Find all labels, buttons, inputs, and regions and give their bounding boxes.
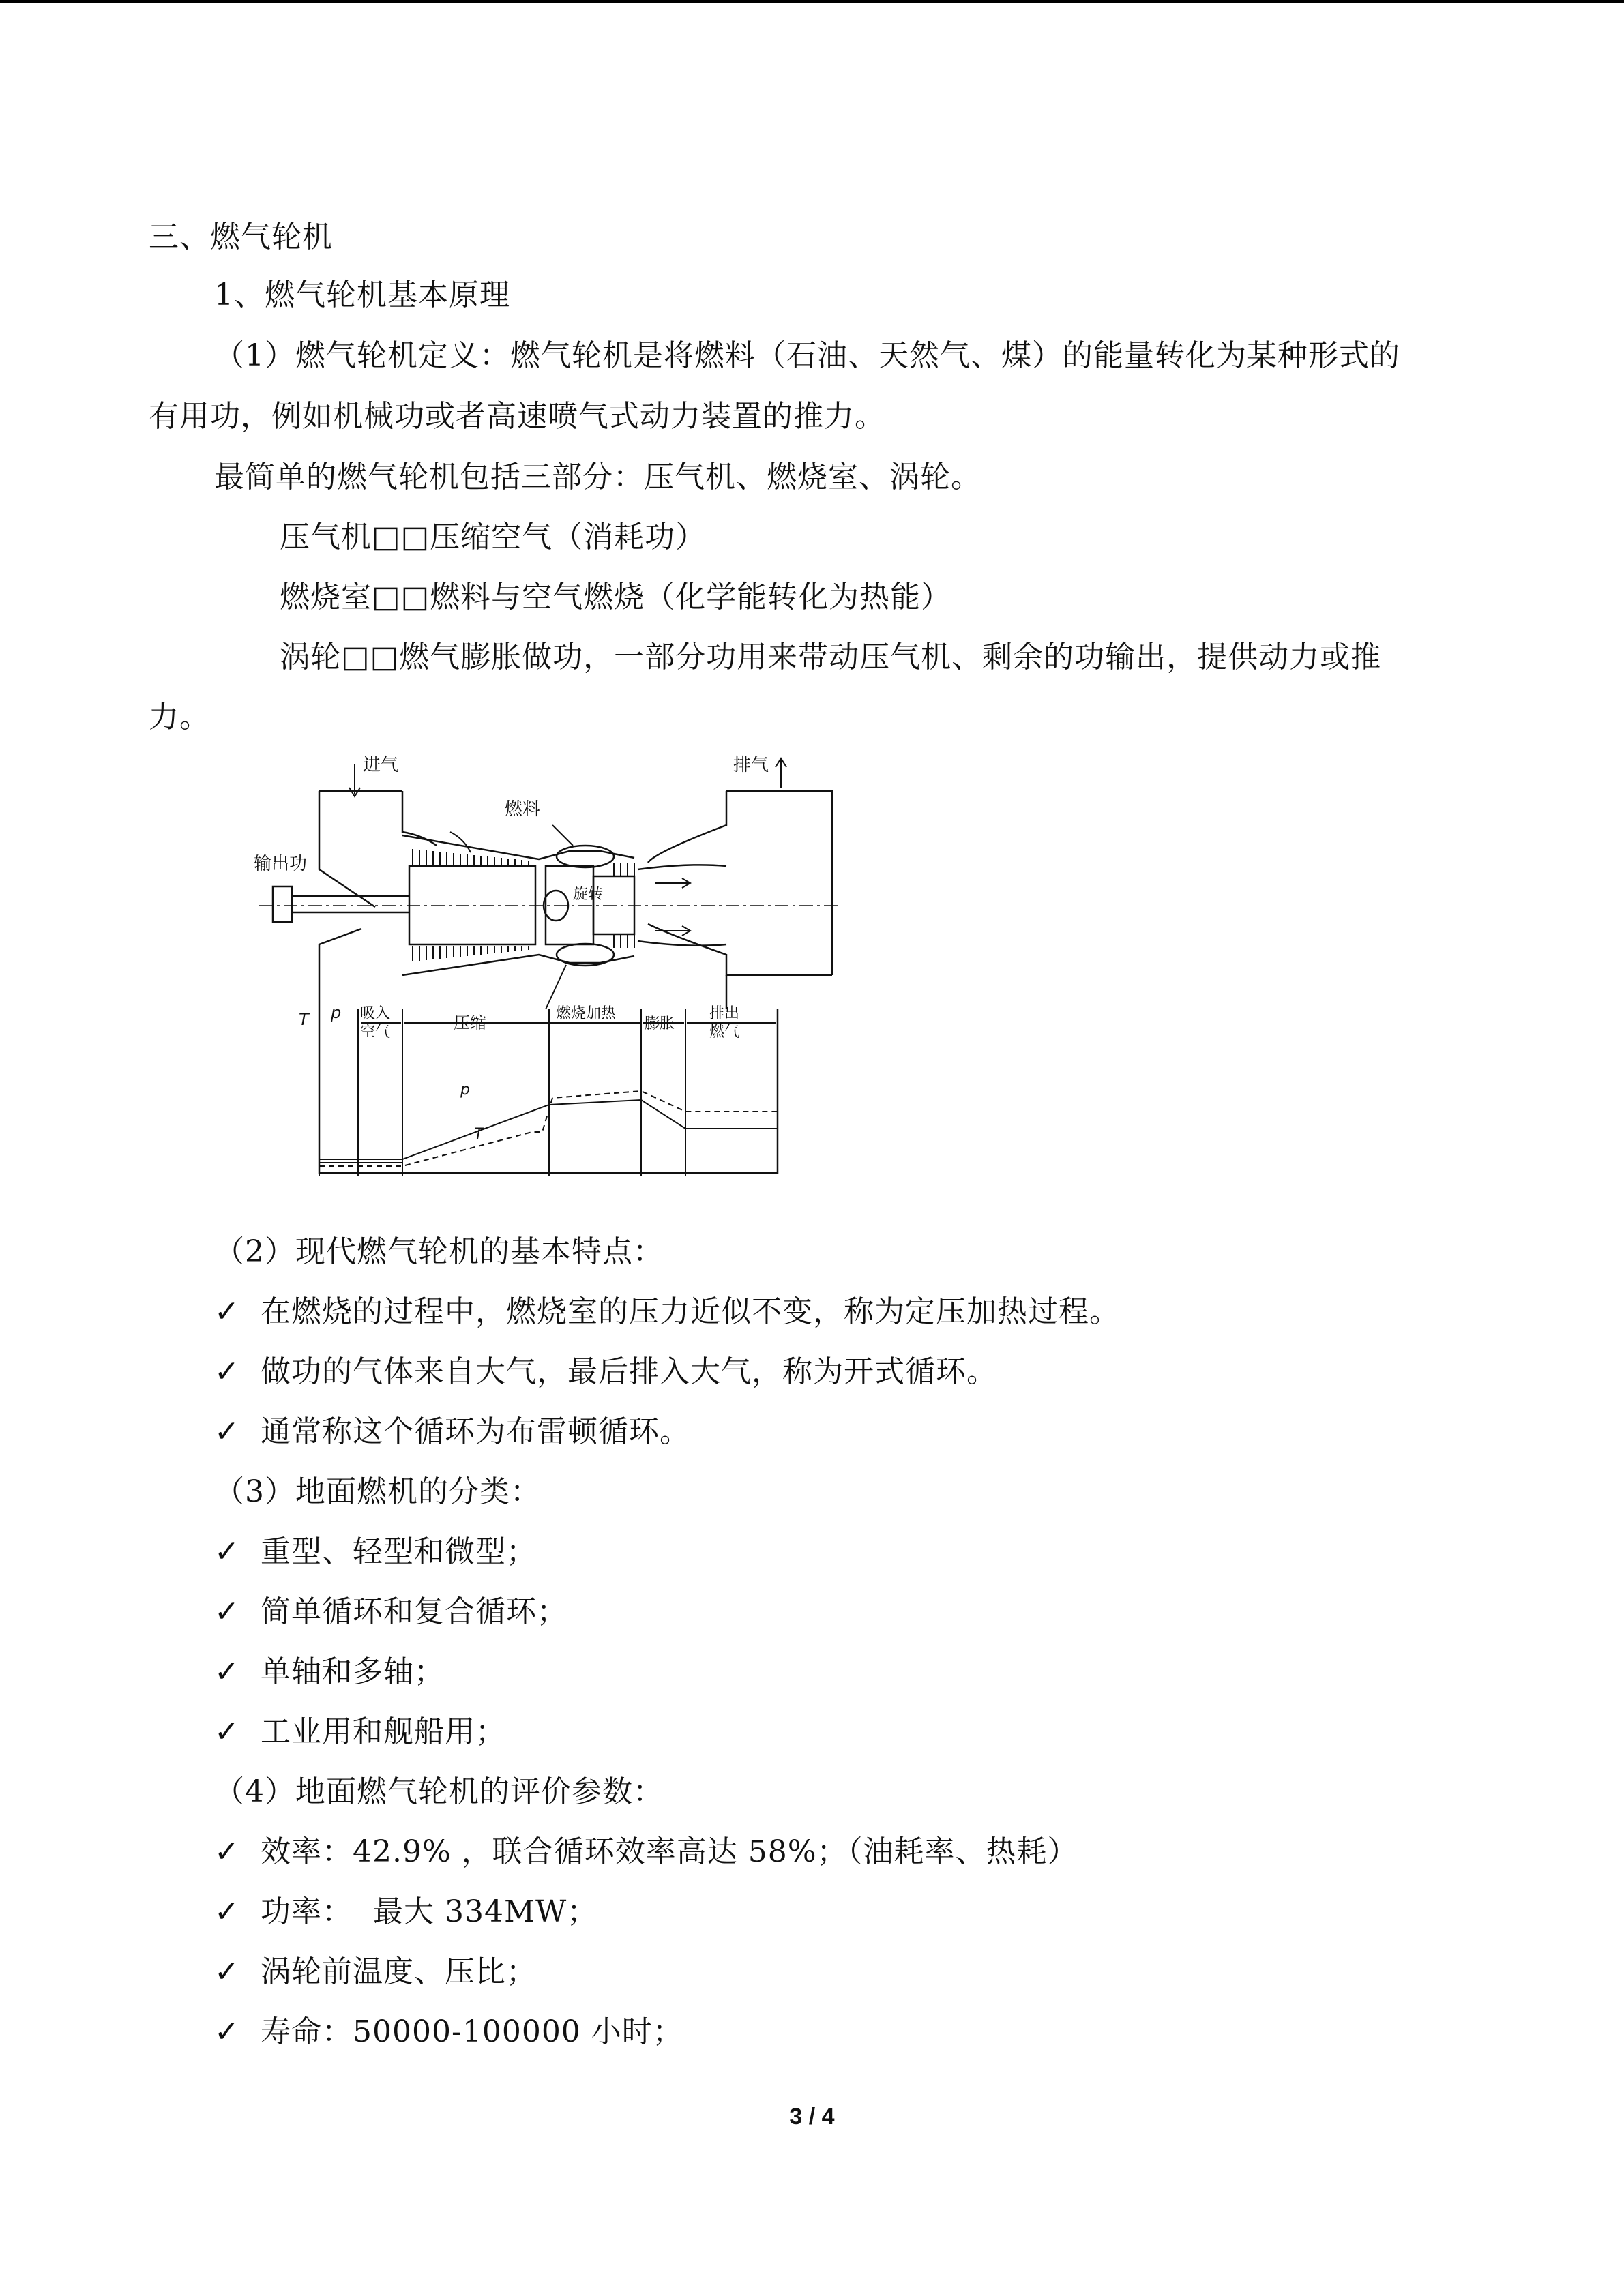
check-icon: ✓ (214, 1354, 240, 1389)
classification-text: 单轴和多轴； (261, 1654, 445, 1689)
classification-text: 重型、轻型和微型； (261, 1534, 537, 1569)
curve-p-label: p (460, 1082, 470, 1099)
component-turbine-cont: 力。 (149, 700, 210, 734)
classification-item (214, 1713, 506, 1751)
check-icon: ✓ (214, 1294, 240, 1329)
params-title: （4）地面燃气轮机的评价参数： (214, 1774, 664, 1809)
check-icon: ✓ (214, 1714, 240, 1749)
check-icon: ✓ (214, 1414, 240, 1449)
stage-compress: 压缩 (454, 1013, 486, 1032)
curve-T-label: T (474, 1126, 484, 1143)
gas-turbine-schematic (246, 750, 846, 1187)
label-intake: 进气 (363, 755, 399, 775)
feature-item (214, 1293, 1120, 1331)
feature-text: 通常称这个循环为布雷顿循环。 (261, 1414, 690, 1449)
definition-line-2: 有用功，例如机械功或者高速喷气式动力装置的推力。 (149, 399, 885, 434)
component-compressor: 压气机□□压缩空气（消耗功） (280, 520, 707, 554)
subsection-title: 1、燃气轮机基本原理 (214, 278, 510, 312)
param-item (214, 1833, 1078, 1871)
feature-text: 做功的气体来自大气，最后排入大气，称为开式循环。 (261, 1354, 997, 1389)
axis-p: p (331, 1003, 342, 1022)
component-turbine: 涡轮□□燃气膨胀做功，一部分功用来带动压气机、剩余的功输出，提供动力或推 (280, 640, 1382, 674)
top-border (0, 0, 1624, 3)
param-text: 涡轮前温度、压比； (261, 1954, 537, 1989)
check-icon: ✓ (214, 1834, 240, 1869)
gas-turbine-diagram (246, 750, 846, 1189)
classification-text: 简单循环和复合循环； (261, 1594, 567, 1629)
classification-item (214, 1653, 445, 1691)
label-rotate: 旋转 (573, 886, 604, 903)
classification-item (214, 1533, 537, 1571)
feature-text: 在燃烧的过程中，燃烧室的压力近似不变，称为定压加热过程。 (261, 1294, 1120, 1329)
stage-combust: 燃烧加热 (556, 1005, 617, 1022)
section-title: 三、燃气轮机 (149, 220, 333, 254)
param-item (214, 2013, 683, 2051)
component-combustor: 燃烧室□□燃料与空气燃烧（化学能转化为热能） (280, 580, 952, 614)
label-output-work: 输出功 (254, 854, 308, 874)
label-exhaust: 排气 (733, 755, 769, 775)
stage-exhaust-1: 排出 (709, 1005, 740, 1022)
components-intro: 最简单的燃气轮机包括三部分：压气机、燃烧室、涡轮。 (214, 460, 981, 494)
param-text: 效率：42.9% ，联合循环效率高达 58%；（油耗率、热耗） (261, 1834, 1078, 1869)
param-text: 寿命：50000-100000 小时； (261, 2014, 683, 2049)
classification-text: 工业用和舰船用； (261, 1714, 506, 1749)
features-title: （2）现代燃气轮机的基本特点： (214, 1234, 664, 1269)
classification-item (214, 1593, 567, 1631)
param-item (214, 1893, 597, 1931)
feature-item (214, 1413, 690, 1451)
check-icon: ✓ (214, 1954, 240, 1989)
stage-exhaust-2: 燃气 (709, 1024, 740, 1041)
feature-item (214, 1353, 997, 1391)
classification-title: （3）地面燃机的分类： (214, 1474, 541, 1509)
check-icon: ✓ (214, 1894, 240, 1929)
check-icon: ✓ (214, 1654, 240, 1689)
param-text: 功率： 最大 334MW； (261, 1894, 598, 1929)
stage-expand: 膨胀 (645, 1015, 675, 1032)
check-icon: ✓ (214, 1594, 240, 1629)
stage-intake-1: 吸入 (360, 1005, 391, 1022)
check-icon: ✓ (214, 2014, 240, 2049)
check-icon: ✓ (214, 1534, 240, 1569)
param-item (214, 1953, 537, 1991)
label-fuel: 燃料 (505, 799, 541, 820)
stage-intake-2: 空气 (360, 1024, 391, 1041)
definition-line-1: （1）燃气轮机定义：燃气轮机是将燃料（石油、天然气、煤）的能量转化为某种形式的 (214, 338, 1400, 373)
axis-T: T (299, 1010, 309, 1029)
page-number: 3 / 4 (789, 2104, 835, 2130)
